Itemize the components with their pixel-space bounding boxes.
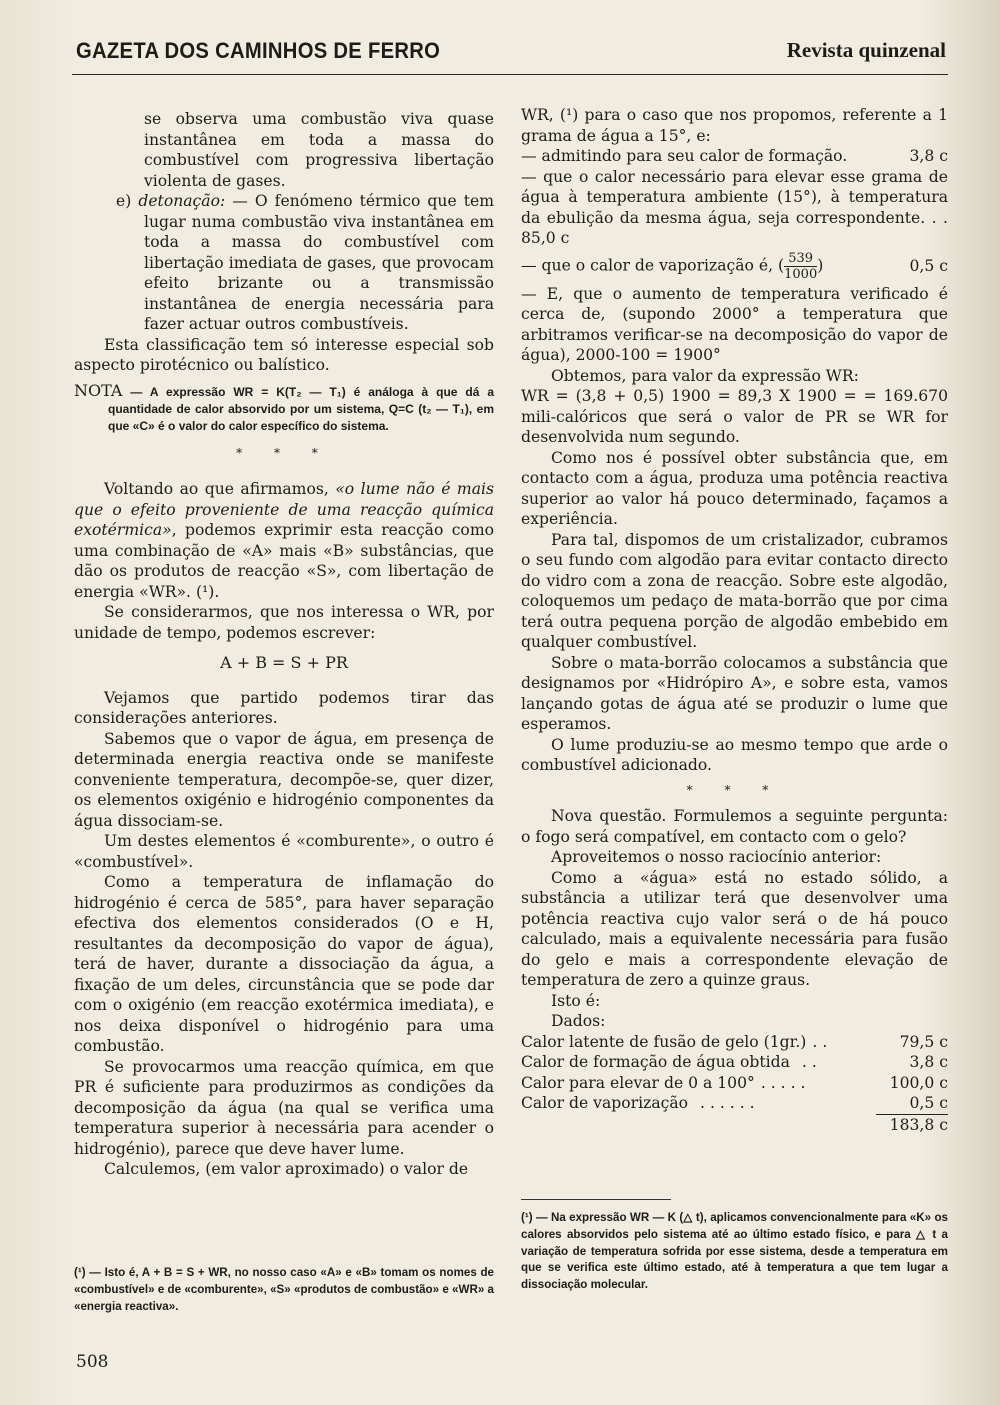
paragraph: — E, que o aumento de temperatura verificado é cerca de, (supondo 2000° a temperatura que arbitramos verificar-se na decomposição do vapor de água), 2000-100 = 1900° [521,284,948,364]
left-column [74,109,494,1180]
text-run: , podemos exprimir esta reacção como uma combinação de «A» mais «B» substâncias, que dão os produtos de reacção «S», com libertação de energia «WR». (¹). [74,521,494,601]
calc-item [521,167,948,249]
paragraph: se observa uma combustão viva quase instantânea em toda a massa do combustível com progressiva libertação violenta de gases. [144,110,494,190]
paragraph: Como a «água» está no estado sólido, a substância a utilizar terá que desenvolver uma potência reactiva cujo valor será o de há pouco calculado, mais a equivalente necessária para fusão do gelo e mais a correspondente elevação de temperatura de zero a quinze graus. [521,868,948,989]
publication-title: GAZETA DOS CAMINHOS DE FERRO [76,38,441,63]
paragraph: Vejamos que partido podemos tirar das considerações anteriores. [74,688,494,727]
data-total: 183,8 c [876,1114,948,1136]
data-value: 0,5 c [909,1094,948,1112]
paragraph: Se considerarmos, que nos interessa o WR, por unidade de tempo, podemos escrever: [74,603,494,642]
quote: «o lume não é mais que o efeito proveniente de uma reacção química exotérmica» [74,480,494,539]
calc-item: — que o calor de vaporização é, ( $\frac{539}{1000}$ ) 0,5 c [521,250,948,282]
paragraph: Obtemos, para valor da expressão WR: [551,366,859,385]
paragraph: Sobre o mata-borrão colocamos a substância que designamos por «Hidrópiro A», e sobre esta, vamos lançando gotas de água até se produzir o lume que esperamos. [521,653,948,733]
data-label: Calor latente de fusão de gelo (1gr.) [521,1032,807,1051]
leader-dots: . . . . . [760,1073,806,1092]
equation: A + B = S + PR [220,653,348,672]
data-row [521,1032,948,1053]
list-item-e [74,191,494,335]
right-column [521,105,948,1135]
leader-dots: . . [801,1053,817,1071]
text-run: Voltando ao que afirmamos, [104,480,336,498]
paragraph: — O fenómeno térmico que tem lugar numa combustão viva instantânea em toda a massa do combustível com libertação imediata de gases, que provocam efeito brizante ou a transmissão instantânea de energia necessária para fazer actuar outros combustíveis. [144,192,494,333]
data-value: 79,5 c [899,1032,948,1051]
paragraph: Aproveitemos o nosso raciocínio anterior: [551,848,882,866]
paragraph: Esta classificação tem só interesse especial sob aspecto pirotécnico ou balístico. [74,335,494,374]
paragraph: Nova questão. Formulemos a seguinte pergunta: o fogo será compatível, em contacto com o gelo? [521,807,948,846]
data-row [521,1052,948,1073]
publication-subtitle: Revista quinzenal [786,38,946,62]
note [74,382,494,435]
header-rule [72,74,948,75]
paragraph: Um destes elementos é «comburente», o outro é «combustível». [74,832,494,871]
calc-label: — admitindo para seu calor de formação. [521,147,848,165]
page-number: 508 [76,1352,109,1372]
data-row [521,1093,948,1114]
paragraph: Isto é: [551,991,601,1010]
data-value: 3,8 c [909,1053,948,1071]
paragraph: Como nos é possível obter substância que, em contacto com a água, produza uma potência reactiva superior ao valor há pouco determinado, façamos a experiência. [521,448,948,528]
paragraph: Calculemos, (em valor aproximado) o valor de [104,1160,469,1178]
paragraph: Sabemos que o vapor de água, em presença de determinada energia reactiva onde se manifeste conveniente temperatura, decompõe-se, quer dizer, os elementos oxigénio e hidrogénio componentes da água dissociam-se. [74,729,494,830]
paragraph: Para tal, dispomos de um cristalizador, cubramos o seu fundo com algodão para evitar contacto directo do vidro com a zona de reacção. Sobre este algodão, coloquemos um pedaço de mata-borrão que por cima terá outra pequena porção de algodão embebido em qualquer combustível. [521,530,948,651]
leader-dots: . . . . . . [700,1094,755,1112]
paragraph: Dados: [551,1012,606,1030]
page-header [76,38,946,68]
data-label: Calor para elevar de 0 a 100° [521,1073,755,1092]
paragraph: O lume produziu-se ao mesmo tempo que arde o combustível adicionado. [521,735,948,774]
calc-label: — que o calor necessário para elevar esse grama de água à temperatura ambiente (15°), à temperatura da ebulição da mesma água, seja correspondente. . . [521,167,948,227]
term: detonação: [138,192,226,210]
footnote-rule [521,1199,671,1200]
footnote-right: (¹) — Na expressão WR — K (△ t), aplicamos convencionalmente para «K» os calores absorvidos pelo sistema até ao último estado físico, e para △ t a variação de temperatura sofrida por esse sistema, desde a temperatura em que se verifica este último estado, até à temperatura a que tem lugar a dissociação molecular. [521,1211,948,1292]
paragraph [74,479,494,602]
list-label: e) [116,192,132,210]
data-label: Calor de vaporização [521,1094,689,1112]
calc-label: — que o calor de vaporização é, [521,256,774,274]
calc-item [521,146,948,167]
calc-value: 85,0 c [521,229,570,247]
fraction-denominator: 1000 [784,266,818,282]
data-list [521,1032,948,1136]
footnote-left: (¹) — Isto é, A + B = S + WR, no nosso caso «A» e «B» tomam os nomes de «combustível» e de «comburente», «S» «produtos de combustão» e «WR» a «energia reactiva». [74,1266,494,1313]
paragraph: Como a temperatura de inflamação do hidrogénio é cerca de 585°, para haver separação efectiva dos elementos considerados (O e H, resultantes da decomposição do vapor de água), terá de haver, durante a dissociação da água, a fixação de um deles, circunstância que se pode dar com o oxigénio (em reacção exotérmica imediata), e nos deixa disponível o hidrogénio para uma combustão. [74,873,494,1055]
paragraph: WR, (¹) para o caso que nos propomos, referente a 1 grama de água a 15°, e: [521,106,948,145]
section-separator: * * * [686,782,783,797]
data-row [521,1073,948,1094]
calc-value: 3,8 c [909,147,948,165]
fraction-numerator: 539 [788,250,814,266]
calc-value: 0,5 c [909,256,948,275]
fraction [784,251,817,282]
leader-dots: . . [812,1032,828,1051]
equation-paragraph: WR = (3,8 + 0,5) 1900 = 89,3 X 1900 = = 169.670 mili-calóricos que será o valor de PR se WR for desenvolvida num segundo. [521,387,948,446]
note-text: — A expressão WR = K(T₂ — T₁) é análoga à que dá a quantidade de calor absorvido por um sistema, Q=C (t₂ — T₁), em que «C» é o valor do calor específico do sistema. [108,384,494,433]
paragraph: Se provocarmos uma reacção química, em que PR é suficiente para produzirmos as condições da decomposição da água (na qual se verifica uma temperatura superior à necessária para acender o hidrogénio), parece que deve haver lume. [74,1057,494,1158]
data-label: Calor de formação de água obtida [521,1053,790,1071]
note-label: NOTA [74,380,123,400]
section-separator: * * * [236,445,332,460]
data-value: 100,0 c [889,1073,948,1092]
